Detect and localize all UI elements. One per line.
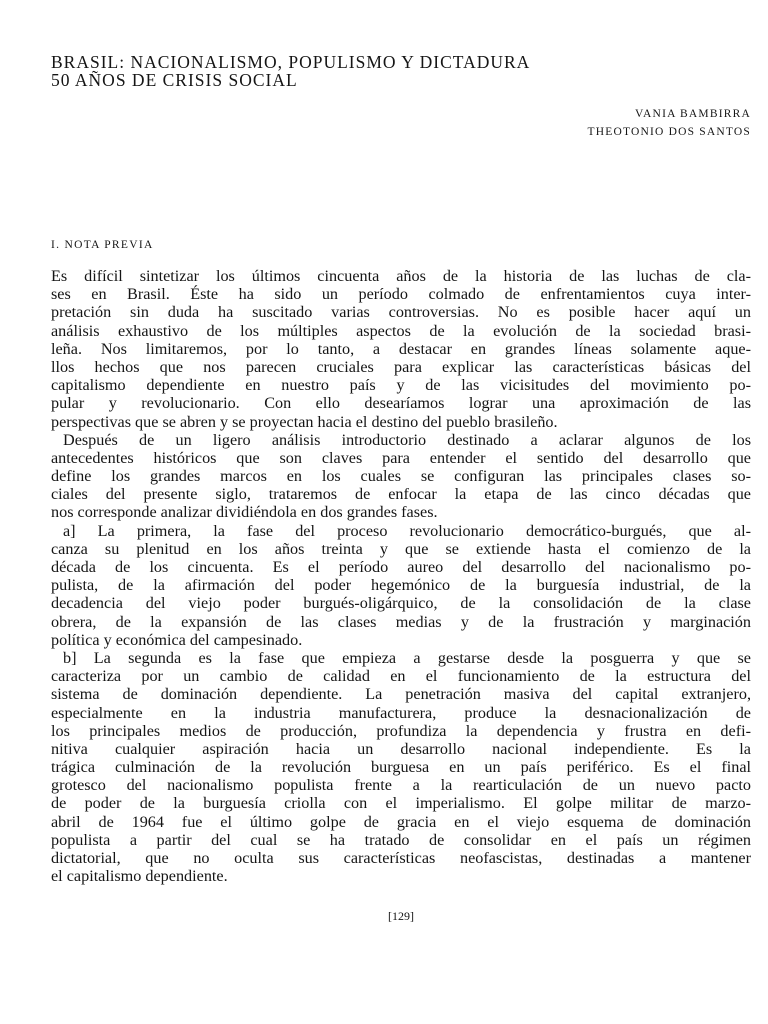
document-page	[51, 0, 751, 1024]
text-line: b] La segunda es la fase que empieza a gestarse desde la posguerra y que se	[63, 648, 751, 667]
text-line: pretación sin duda ha suscitado varias controversias. No es posible hacer aquí un	[51, 303, 751, 322]
text-line: leña. Nos limitaremos, por lo tanto, a destacar en grandes líneas solamente aque-	[51, 339, 751, 358]
text-line: los principales medios de producción, profundiza la dependencia y frustra en defi-	[51, 721, 751, 740]
text-line: política y económica del campesinado.	[51, 630, 303, 649]
text-line: nos corresponde analizar dividiéndola en dos grandes fases.	[51, 503, 438, 522]
body-text	[51, 267, 751, 885]
text-line: Es difícil sintetizar los últimos cincuenta años de la historia de las luchas de cla-	[51, 267, 751, 285]
text-line: a] La primera, la fase del proceso revolucionario democrático-burgués, que al-	[63, 521, 751, 540]
section-heading: I. NOTA PREVIA	[51, 239, 154, 251]
text-line: obrera, de la expansión de las clases medias y de la frustración y marginación	[51, 612, 751, 631]
text-line: década de los cincuenta. Es el período aureo del desarrollo del nacionalismo po-	[51, 558, 751, 576]
text-line: define los grandes marcos en los cuales se configuran las principales clases so-	[51, 467, 751, 486]
text-line: llos hechos que nos parecen cruciales para explicar las características básicas del	[51, 357, 751, 376]
text-line: populista a partir del cual se ha tratado de consolidar en el país un régimen	[51, 830, 751, 849]
article-title-line-1: BRASIL: NACIONALISMO, POPULISMO Y DICTADURA	[51, 52, 531, 72]
article-title-line-2: 50 AÑOS DE CRISIS SOCIAL	[51, 70, 298, 90]
paragraph	[51, 431, 751, 522]
text-line: abril de 1964 fue el último golpe de gracia en el viejo esquema de dominación	[51, 812, 751, 831]
text-line: de poder de la burguesía criolla con el imperialismo. El golpe militar de marzo-	[51, 794, 751, 813]
article-title	[51, 53, 751, 89]
text-line: perspectivas que se abren y se proyectan hacia el destino del pueblo brasileño.	[51, 412, 558, 431]
paragraph	[51, 267, 751, 431]
text-line: canza su plenitud en los años treinta y que se extiende hasta el comienzo de la	[51, 539, 751, 558]
text-line: pulista, de la afirmación del poder hegemónico de la burguesía industrial, de la	[51, 576, 751, 595]
text-line: grotesco del nacionalismo populista frente a la rearticulación de un nuevo pacto	[51, 776, 751, 795]
text-line: el capitalismo dependiente.	[51, 867, 228, 886]
text-line: Después de un ligero análisis introductorio destinado a aclarar algunos de los	[63, 430, 751, 449]
text-line: ses en Brasil. Éste ha sido un período colmado de enfrentamientos cuya inter-	[51, 285, 751, 304]
text-line: trágica culminación de la revolución burguesa en un país periférico. Es el final	[51, 758, 751, 777]
text-line: análisis exhaustivo de los múltiples aspectos de la evolución de la sociedad brasi-	[51, 321, 751, 340]
text-line: capitalismo dependiente en nuestro país y de las vicisitudes del movimiento po-	[51, 376, 751, 395]
paragraph	[51, 522, 751, 649]
text-line: antecedentes históricos que son claves para entender el sentido del desarrollo que	[51, 448, 751, 467]
text-line: especialmente en la industria manufacturera, produce la desnacionalización de	[51, 703, 751, 722]
text-line: nitiva cualquier aspiración hacia un desarrollo nacional independiente. Es la	[51, 739, 751, 758]
text-line: caracteriza por un cambio de calidad en el funcionamiento de la estructura del	[51, 667, 751, 686]
page-number: [129]	[388, 909, 414, 923]
text-line: sistema de dominación dependiente. La penetración masiva del capital extranjero,	[51, 685, 751, 704]
author-1: VANIA BAMBIRRA	[635, 108, 751, 120]
text-line: ciales del presente siglo, trataremos de enfocar la etapa de las cinco décadas que	[51, 485, 751, 504]
text-line: decadencia del viejo poder burgués-oligárquico, de la consolidación de la clase	[51, 594, 751, 613]
text-line: pular y revolucionario. Con ello desearíamos lograr una aproximación de las	[51, 394, 751, 413]
paragraph	[51, 649, 751, 885]
author-2: THEOTONIO DOS SANTOS	[587, 126, 751, 138]
text-line: dictatorial, que no oculta sus características neofascistas, destinadas a mantener	[51, 849, 751, 867]
article-authors	[588, 105, 752, 141]
